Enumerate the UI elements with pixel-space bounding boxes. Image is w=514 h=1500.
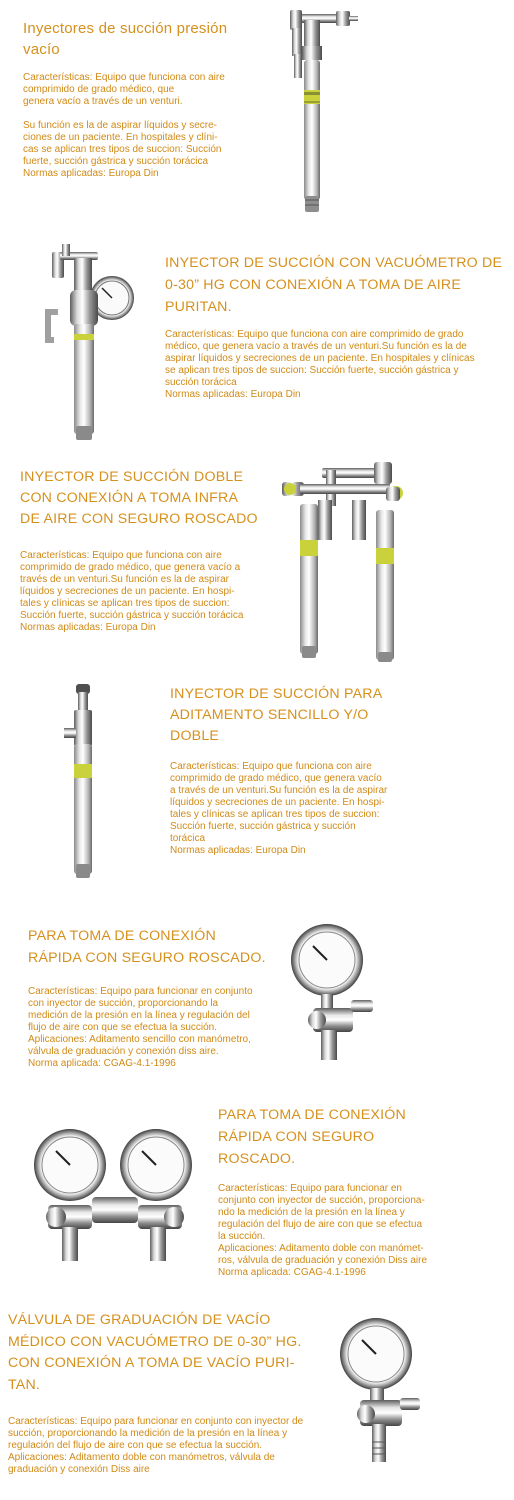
product-5-description: Características: Equipo para funcionar en conjunto con inyector de succión, proporcionando la medición de la presión en la línea y regulación del flujo de aire con que se efectua la succión. Aplicaciones: Aditamento sencillo con manómetro, válvula de graduación y conexión diss aire. Norma aplicada: CGAG-4.1-1996 [28,986,253,1069]
product-7-description: Características: Equipo para funcionar en conjunto con inyector de succión, proporcionando la medición de la presión en la línea y regulación del flujo de aire con que se efectua la succión. Aplicaciones: Aditamento doble con manómetros, válvula de graduación y conexión Diss aire [8,1416,304,1475]
vacuum-valve-photo [336,1314,436,1474]
product-2-description: Características: Equipo que funciona con aire comprimido de grado médico, que genera vacío a través de un venturi.Su función es la de aspirar líquidos y secreciones de un paciente. En hospitales y clínicas se aplican tres tipos de succion: Succión fuerte, succión gástrica y succión torácica Normas aplicadas: Europa Din [165,329,475,400]
product-1-text [23,18,278,180]
product-7-text [8,1310,338,1476]
product-6-text [218,1104,508,1279]
product-2-title: INYECTOR DE SUCCIÓN CON VACUÓMETRO DE 0-30” HG CON CONEXIÓN A TOMA DE AIRE PURITAN. [165,255,503,315]
product-5-title: PARA TOMA DE CONEXIÓN RÁPIDA CON SEGURO ROSCADO. [28,928,266,966]
product-3-text [20,467,280,634]
product-6-title: PARA TOMA DE CONEXIÓN RÁPIDA CON SEGURO ROSCADO. [218,1107,406,1167]
vacuometer-injector-photo [40,240,140,445]
double-injector-photo [282,460,407,665]
product-4-text [170,684,420,857]
single-gauge-photo [285,920,385,1070]
product-2-text [165,252,510,401]
product-3-description: Características: Equipo que funciona con aire comprimido de grado médico, que genera vacío a través de un venturi.Su función es la de aspirar líquidos y secreciones de un paciente. En hospi- tales y clínicas se aplican tres tipos de succion: Succión fuerte, succión gástrica y succión torácica Normas aplicadas: Europa Din [20,550,244,633]
product-3-title: INYECTOR DE SUCCIÓN DOBLE CON CONEXIÓN A TOMA INFRA DE AIRE CON SEGURO ROSCADO [20,469,258,527]
double-gauge-photo [30,1125,200,1265]
product-1-title: Inyectores de succión presión vacío [23,20,228,58]
single-injector-photo [280,6,360,218]
product-4-title: INYECTOR DE SUCCIÓN PARA ADITAMENTO SENCILLO Y/O DOBLE [170,686,383,744]
product-4-description: Características: Equipo que funciona con aire comprimido de grado médico, que genera vacío a través de un venturi.Su función es la de aspirar líquidos y secreciones de un paciente. En hospi- tales y clínicas se aplican tres tipos de succion: Succión fuerte, succión gástrica y succión torácica Normas aplicadas: Europa Din [170,761,388,856]
product-6-description: Características: Equipo para funcionar en conjunto con inyector de succión, proporciona- ndo la medición de la presión en la línea y regulación del flujo de aire con que se efectua la succión. Aplicaciones: Aditamento doble con manómet- ros, válvula de graduación y conexión Diss aire Norma aplicada: CGAG-4.1-1996 [218,1183,427,1278]
product-7-title: VÁLVULA DE GRADUACIÓN DE VACÍO MÉDICO CON VACUÓMETRO DE 0-30” HG. CON CONEXIÓN A TOMA DE VACÍO PURI- TAN. [8,1312,302,1393]
attachment-injector-photo [60,680,115,885]
product-5-text [28,925,288,1070]
product-1-description: Características: Equipo que funciona con aire comprimido de grado médico, que genera vacío a través de un venturi. Su función es la de aspirar líquidos y secre- ciones de un paciente. En hospitales y clíni- cas se aplican tres tipos de succion: Succión fuerte, succión gástrica y succión torácica Normas aplicadas: Europa Din [23,72,225,179]
